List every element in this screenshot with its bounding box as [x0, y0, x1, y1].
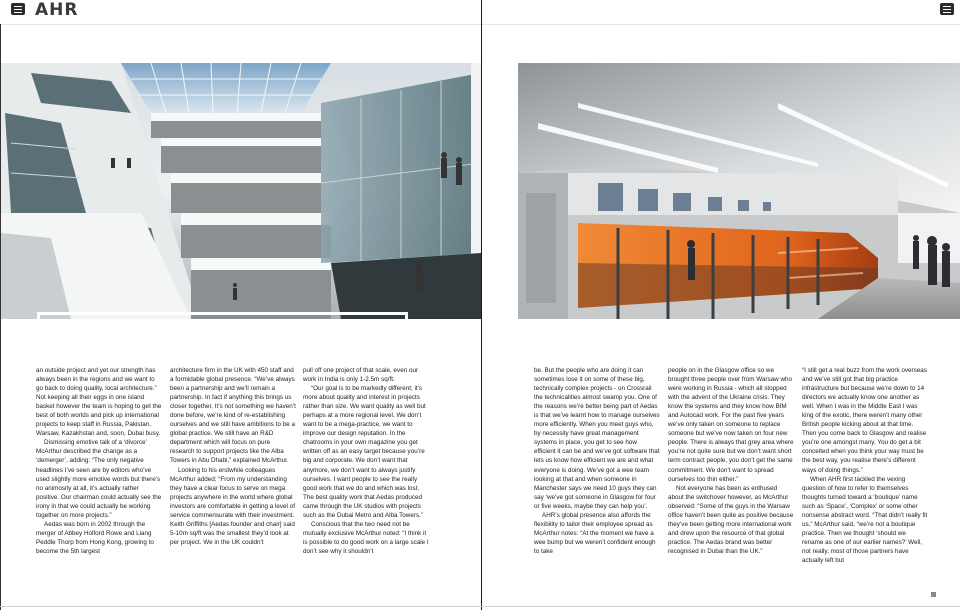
article-column-3	[303, 366, 429, 556]
page-marker	[931, 592, 936, 597]
footer-divider	[0, 606, 960, 607]
paragraph: be. But the people who are doing it can sometimes lose it on some of these big, technically complex projects - on Crossrail the technicalities almost swamp you. One of the reasons we’re better being part of Aedas is that we’ve learnt how to manage ourselves more efficiently. When you meet guys who, by necessity have great management systems in place, you get to see how efficient it can be and we’ve got software that lets us know how efficient we are and what everyone is doing. We’ve got a wee team looking at that and when someone in Manchester says we need 10 guys they can say ‘we’ve got someone in Glasgow for four or five weeks, maybe they can help you’.	[534, 367, 660, 510]
paragraph: an outside project and yet our strength has always been in the regions and we want to go back to doing quality, local architecture.” Not keeping all their eggs in one island basket however the team is hoping to get the best of both worlds and pick up international projects to keep staff in Russia, Pakistan, Warsaw, Kazakhstan and, soon, Dubai busy.	[36, 367, 162, 438]
paragraph: Aedas was born in 2002 through the merger of Abbey Holford Rowe and Liang Peddle Thorp from Hong Kong, growing to become the 5th largest	[36, 520, 154, 555]
article-column-5	[668, 366, 794, 556]
paragraph: Not everyone has been as enthused about the switchover however, as McArthur observed: “Some of the guys in the Warsaw office haven’t been quite as positive because they’ve been getting more international work and drew upon the resource of that global practice. The Aedas brand was better recognised in Dubai than the UK.”	[668, 484, 794, 555]
paragraph: “I still get a real buzz from the work overseas and we’ve still got that big practice infrastructure but because we’re down to 14 directors we actually know one another as well. When I was in the Middle East I was king of the exotic, there weren’t many other British people kicking about at that time. Then you come back to Glasgow and realise you’re one amongst many. You do get a bit conceited when you think your way must be the best way, you realise there’s different ways of doing things.”	[802, 367, 927, 474]
paragraph: Conscious that the two need not be mutually exclusive McArthur noted: “I think it is possible to do good work on a large scale I don’t see why it shouldn’t	[303, 520, 429, 555]
page-spine	[481, 0, 482, 610]
metro-station-photo	[518, 63, 960, 319]
paragraph: AHR’s global presence also affords the flexibility to tailor their employee spread as McArthur notes: “At the moment we have a wee bump but we weren’t confident enough to take	[534, 511, 656, 555]
paragraph: Looking to his erstwhile colleagues McArthur added; “From my understanding they have a clear focus to serve on mega projects anywhere in the world where global investors are comfortable in getting a level of service commensurate with their investment. Keith Griffiths [Aedas founder and chair] said 5-10m sq/ft was the smallest they’d look at per project. We in the UK couldn’t	[170, 466, 295, 546]
menu-icon-right[interactable]	[940, 3, 954, 15]
paragraph: Dismissing emotive talk of a ‘divorce’ McArthur described the change as a ‘demerger’, adding: “The only negative headlines I’ve seen are by editors who’ve used slightly more emotive words but there’s no animosity at all, it’s actually rather positive. Our chairman could actually see the irony in that we could actually be working together on more projects.”	[36, 439, 162, 519]
article-column-2	[170, 366, 296, 547]
header-divider	[0, 24, 960, 25]
paragraph: architecture firm in the UK with 450 staff and a formidable global presence. “We’ve always been a partnership and we’ll remain a partnership. In fact if anything this brings us closer together. It’s not something we haven’t done before, we’re kind of re-establishing ourselves and we still have ambitions to be a global practice. We still have an R&D department which will focus on pure research to support projects like the Alba Towers in Abu Dhabi,” explained McArthur.	[170, 367, 296, 465]
paragraph: people on in the Glasgow office so we brought three people over from Warsaw who were working in Russia - which all stopped with the advent of the Ukraine crisis. They know the systems and they know how BIM and Autocad work. For the past five years we’ve only taken on someone to replace someone but we’ve now taken on four new people. There is always that grey area where you’re not quite sure but we don’t want short term contract people, you don’t get the same commitment. We don’t want to spread ourselves too thin either.”	[668, 367, 794, 483]
article-column-1	[36, 366, 162, 556]
photo-frame	[37, 312, 408, 319]
paragraph: pull off one project of that scale, even our work in India is only 1-2.5m sq/ft.	[303, 367, 419, 384]
atrium-photo	[1, 63, 481, 319]
logo: AHR	[35, 0, 79, 20]
article-column-4	[534, 366, 660, 556]
menu-icon-left[interactable]	[11, 3, 25, 15]
article-column-6	[802, 366, 928, 565]
paragraph: “Our goal is to be markedly different; it’s more about quality and interest in projects rather than size. We want quality as well but perhaps at a more regional level. We don’t want to be a mega-practice, we want to improve our design reputation. In the chatrooms in your own magazine you get written off as an easy target because you’re big and corporate. We don’t want that anymore, we don’t want to always justify ourselves. I want people to see the really good work that we do and which was lost. The best quality work that Aedas produced came through the UK studios with projects such as the Dubai Metro and Alba Towers.”	[303, 385, 426, 519]
paragraph: When AHR first tackled the vexing question of how to refer to themselves thoughts turned toward a ‘boutique’ name such as ‘Space’, ‘Complex’ or some other nonsense abstract word. “That didn’t really fit us,” McArthur said, “we’re not a boutique practice. Then we thought ‘should we rename as one of our earlier names?’ Well, not really, most of those partners have actually left but	[802, 475, 928, 564]
